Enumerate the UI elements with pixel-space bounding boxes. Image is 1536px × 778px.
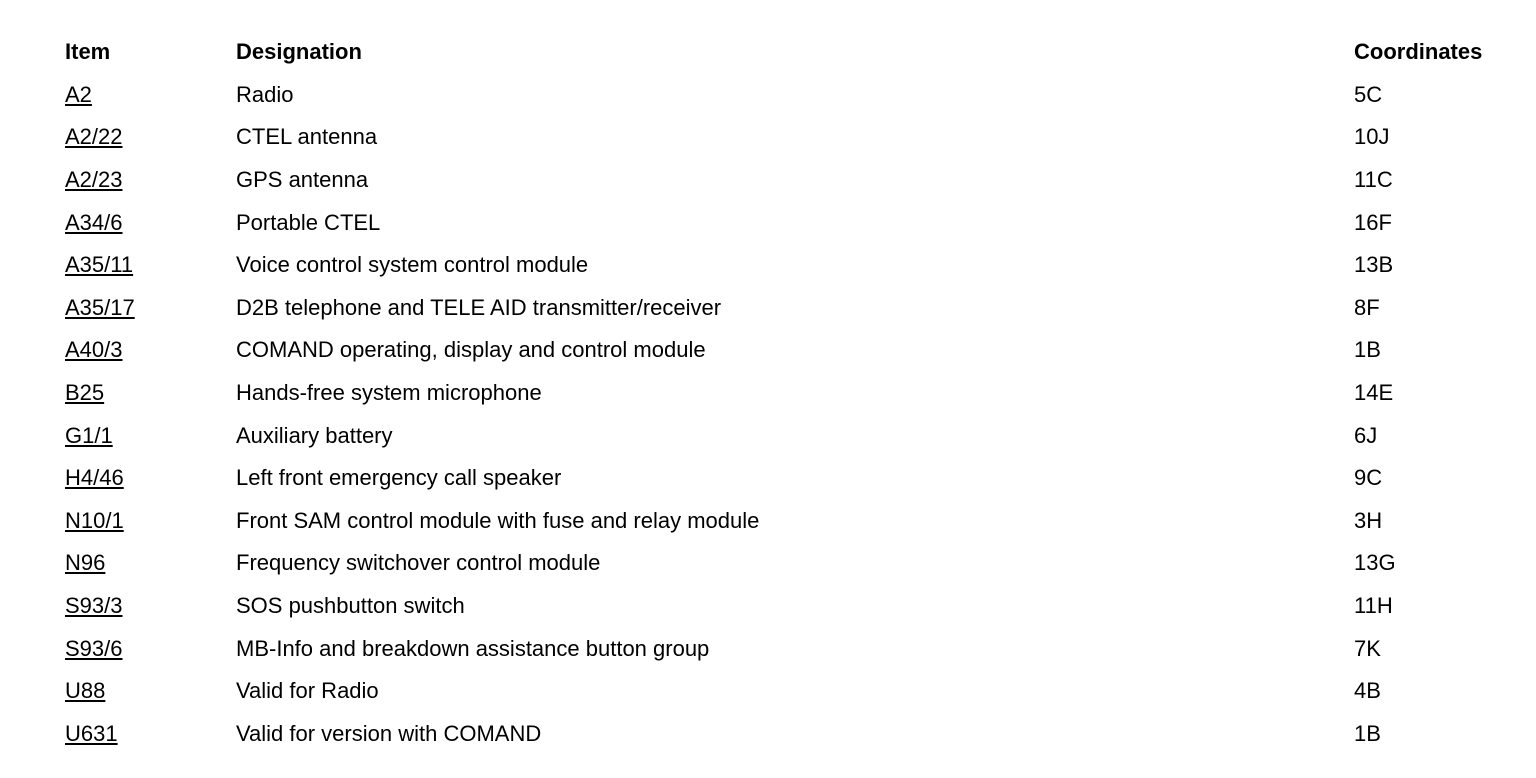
table-row — [65, 670, 1515, 713]
coordinates-cell: 7K — [1354, 635, 1381, 661]
item-link[interactable]: U631 — [65, 720, 118, 746]
coordinates-cell: 13B — [1354, 252, 1394, 278]
coordinates-cell: 13G — [1354, 550, 1396, 576]
coordinates-cell: 10J — [1354, 124, 1390, 150]
designation-cell: Left front emergency call speaker — [236, 465, 562, 491]
table-body — [65, 74, 1515, 756]
coordinates-cell: 8F — [1354, 294, 1380, 320]
item-cell — [65, 159, 236, 202]
item-link[interactable]: S93/3 — [65, 593, 123, 619]
coordinates-cell: 14E — [1354, 380, 1394, 406]
item-link[interactable]: G1/1 — [65, 422, 113, 448]
item-cell — [65, 713, 236, 756]
designation-cell: Valid for version with COMAND — [236, 720, 542, 746]
designation-cell: Voice control system control module — [236, 252, 589, 278]
component-legend-table — [65, 31, 1515, 755]
table-row — [65, 201, 1515, 244]
table-row — [65, 74, 1515, 117]
designation-cell: GPS antenna — [236, 167, 369, 193]
table-row — [65, 500, 1515, 543]
item-cell — [65, 457, 236, 500]
item-cell — [65, 500, 236, 543]
item-cell — [65, 116, 236, 159]
designation-cell: MB-Info and breakdown assistance button group — [236, 635, 710, 661]
table-row — [65, 329, 1515, 372]
item-cell — [65, 670, 236, 713]
coordinates-cell: 3H — [1354, 507, 1383, 533]
header-row — [65, 31, 1515, 74]
item-cell — [65, 414, 236, 457]
header-item: Item — [65, 39, 111, 65]
item-cell — [65, 542, 236, 585]
item-link[interactable]: A35/11 — [65, 252, 134, 278]
item-link[interactable]: A34/6 — [65, 209, 123, 235]
item-link[interactable]: A40/3 — [65, 337, 123, 363]
table-row — [65, 414, 1515, 457]
item-link[interactable]: U88 — [65, 678, 106, 704]
coordinates-cell: 5C — [1354, 81, 1383, 107]
designation-cell: CTEL antenna — [236, 124, 378, 150]
table-row — [65, 287, 1515, 330]
designation-cell: SOS pushbutton switch — [236, 593, 465, 619]
designation-cell: Portable CTEL — [236, 209, 381, 235]
item-link[interactable]: H4/46 — [65, 465, 124, 491]
designation-cell: Valid for Radio — [236, 678, 379, 704]
coordinates-cell: 11H — [1354, 593, 1393, 619]
item-cell — [65, 372, 236, 415]
designation-cell: Radio — [236, 81, 294, 107]
item-cell — [65, 585, 236, 628]
table-row — [65, 713, 1515, 756]
table-row — [65, 542, 1515, 585]
table-row — [65, 457, 1515, 500]
coordinates-cell: 11C — [1354, 167, 1393, 193]
item-link[interactable]: N10/1 — [65, 507, 124, 533]
item-cell — [65, 287, 236, 330]
designation-cell: COMAND operating, display and control module — [236, 337, 706, 363]
item-cell — [65, 329, 236, 372]
table-row — [65, 159, 1515, 202]
item-link[interactable]: B25 — [65, 380, 105, 406]
item-link[interactable]: A2/22 — [65, 124, 123, 150]
table-row — [65, 116, 1515, 159]
item-link[interactable]: N96 — [65, 550, 106, 576]
coordinates-cell: 9C — [1354, 465, 1383, 491]
coordinates-cell: 16F — [1354, 209, 1392, 235]
table-header — [65, 31, 1515, 74]
item-link[interactable]: A35/17 — [65, 294, 135, 320]
designation-cell: Frequency switchover control module — [236, 550, 601, 576]
item-link[interactable]: S93/6 — [65, 635, 123, 661]
coordinates-cell: 1B — [1354, 720, 1381, 746]
item-cell — [65, 244, 236, 287]
designation-cell: Hands-free system microphone — [236, 380, 542, 406]
designation-cell: D2B telephone and TELE AID transmitter/receiver — [236, 294, 722, 320]
item-cell — [65, 74, 236, 117]
item-cell — [65, 201, 236, 244]
coordinates-cell: 6J — [1354, 422, 1378, 448]
table-row — [65, 244, 1515, 287]
coordinates-cell: 4B — [1354, 678, 1381, 704]
table-row — [65, 372, 1515, 415]
header-designation: Designation — [236, 39, 362, 65]
table-row — [65, 627, 1515, 670]
table-row — [65, 585, 1515, 628]
item-link[interactable]: A2 — [65, 81, 92, 107]
item-link[interactable]: A2/23 — [65, 167, 123, 193]
coordinates-cell: 1B — [1354, 337, 1381, 363]
item-cell — [65, 627, 236, 670]
header-coordinates: Coordinates — [1354, 39, 1483, 65]
designation-cell: Front SAM control module with fuse and relay module — [236, 507, 760, 533]
designation-cell: Auxiliary battery — [236, 422, 393, 448]
